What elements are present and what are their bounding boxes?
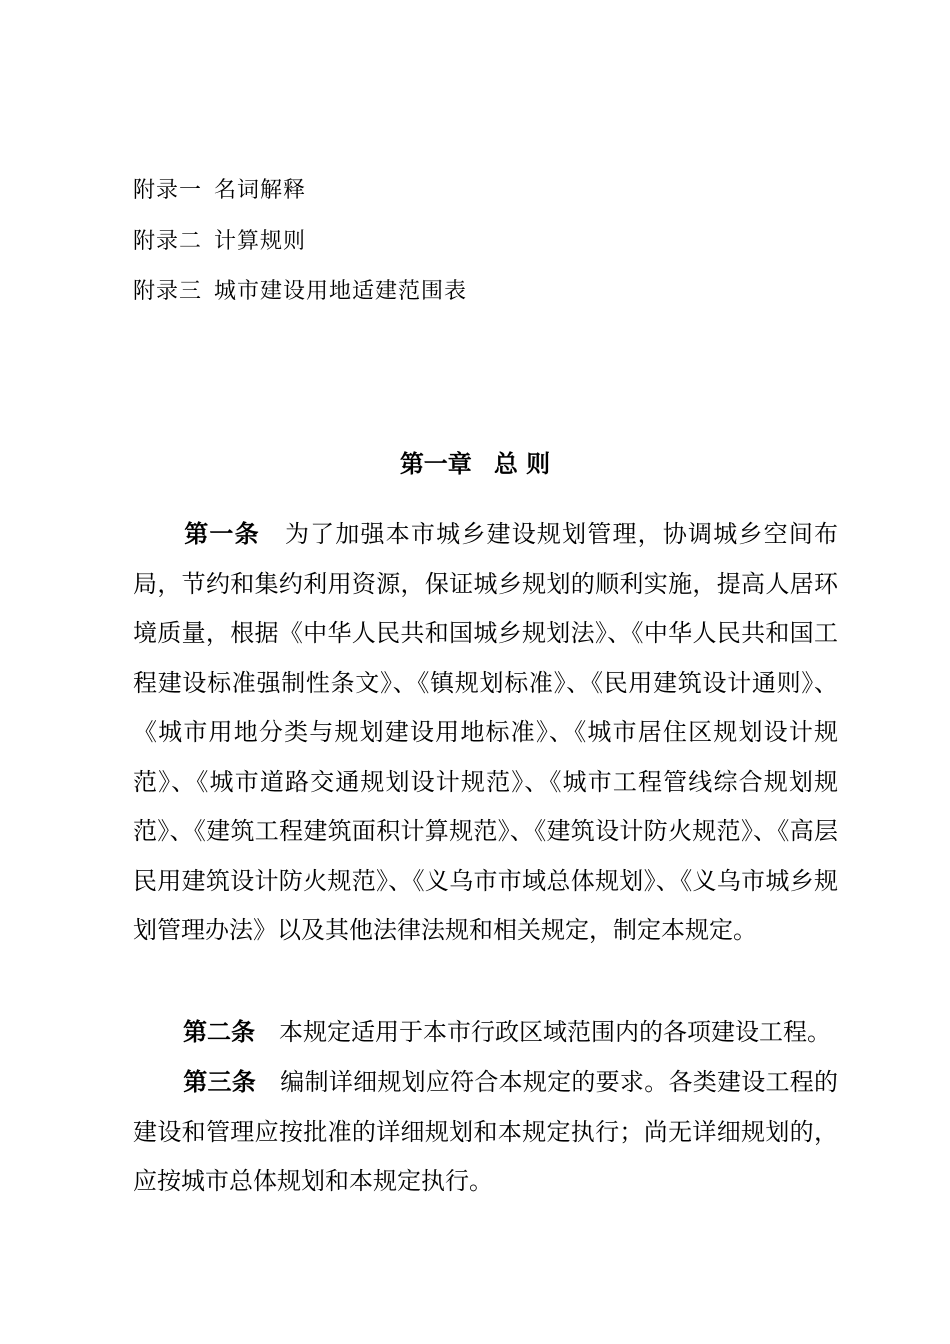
appendix-item-2	[133, 229, 306, 255]
chapter-heading	[0, 449, 950, 479]
article-text: 编制详细规划应符合本规定的要求。各类建设工程的建设和管理应按批准的详细规划和本规定执行；尚无详细规划的，应按城市总体规划和本规定执行。	[133, 1068, 839, 1195]
chapter-number: 第一章	[399, 450, 472, 478]
appendix-title: 名词解释	[214, 178, 307, 203]
appendix-item-3	[133, 279, 467, 305]
article-label: 第三条	[183, 1068, 257, 1096]
article-label: 第二条	[183, 1018, 255, 1046]
article-text: 本规定适用于本市行政区域范围内的各项建设工程。	[279, 1018, 831, 1046]
article-2	[133, 1008, 838, 1058]
appendix-label: 附录三	[133, 279, 203, 304]
appendix-label: 附录二	[133, 229, 203, 254]
article-3	[133, 1058, 838, 1207]
appendix-item-1	[133, 178, 306, 204]
appendix-title: 计算规则	[214, 229, 307, 254]
article-1	[133, 510, 838, 956]
article-text: 为了加强本市城乡建设规划管理，协调城乡空间布局，节约和集约利用资源，保证城乡规划的顺利实施，提高人居环境质量，根据《中华人民共和国城乡规划法》、《中华人民共和国工程建设标准强制性条文》、《镇规划标准》、《民用建筑设计通则》、《城市用地分类与规划建设用地标准》、《城市居住区规划设计规范》、《城市道路交通规划设计规范》、《城市工程管线综合规划规范》、《建筑工程建筑面积计算规范》、《建筑设计防火规范》、《高层民用建筑设计防火规范》、《义乌市市域总体规划》、《义乌市城乡规划管理办法》以及其他法律法规和相关规定，制定本规定。	[133, 520, 839, 944]
article-label: 第一条	[183, 520, 260, 548]
appendix-label: 附录一	[133, 178, 203, 203]
appendix-title: 城市建设用地适建范围表	[214, 279, 468, 304]
chapter-title: 总 则	[493, 450, 551, 478]
